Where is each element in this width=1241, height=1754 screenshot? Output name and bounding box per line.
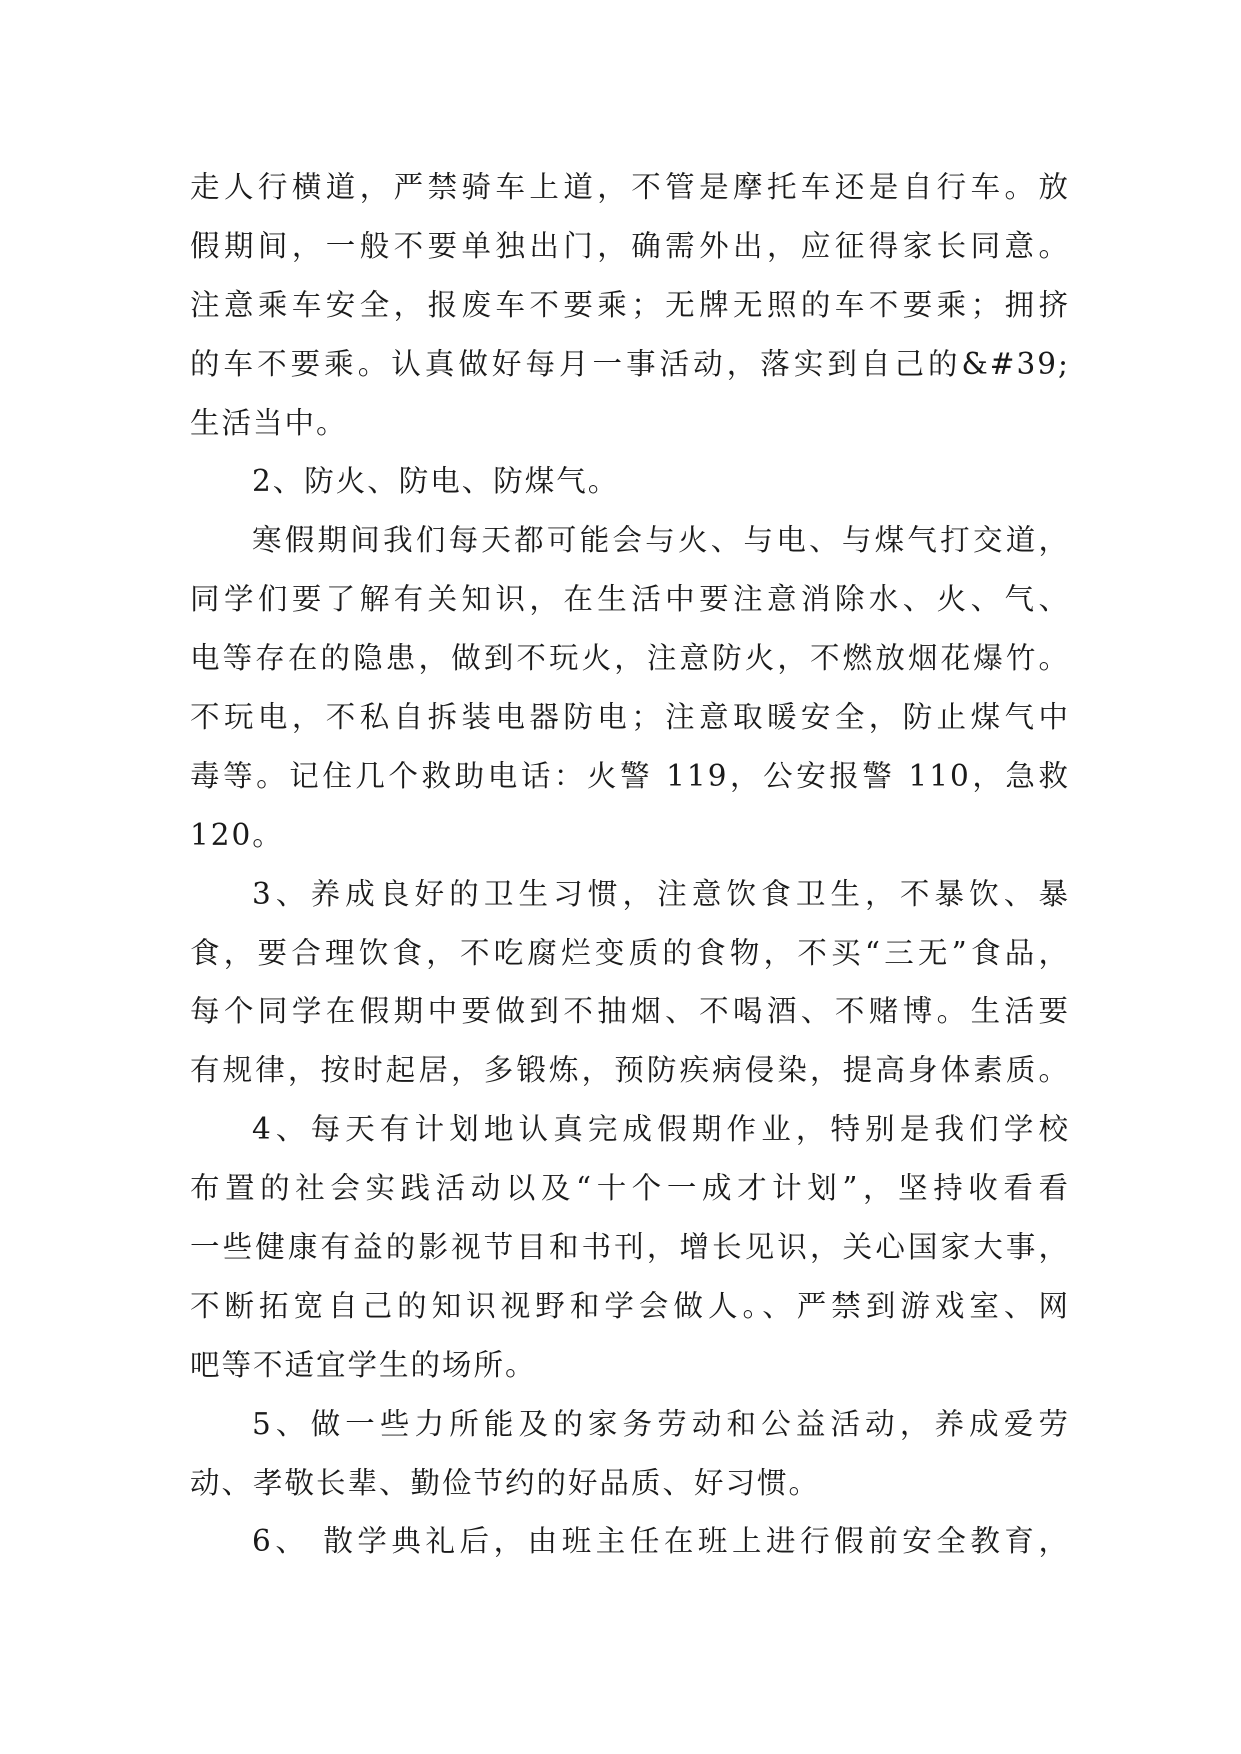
text-line: 走人行横道，严禁骑车上道，不管是摩托车还是自行车。放: [190, 170, 1070, 204]
text-line: 一些健康有益的影视节目和书刊，增长见识，关心国家大事，: [190, 1230, 1070, 1265]
document-body: [190, 158, 1070, 1571]
text-line: 3、养成良好的卫生习惯，注意饮食卫生，不暴饮、暴: [252, 876, 1070, 911]
text-line: 不玩电，不私自拆装电器防电；注意取暖安全，防止煤气中: [190, 700, 1070, 735]
text-line: 4、每天有计划地认真完成假期作业，特别是我们学校: [252, 1112, 1070, 1147]
section-heading: 2、防火、防电、防煤气。: [252, 464, 620, 499]
text-line: 食，要合理饮食，不吃腐烂变质的食物，不买“三无”食品，: [190, 935, 1070, 970]
text-line: 电等存在的隐患，做到不玩火，注意防火，不燃放烟花爆竹。: [190, 641, 1070, 676]
text-line: 120。: [190, 817, 284, 852]
text-line: 生活当中。: [190, 405, 348, 440]
text-line: 毒等。记住几个救助电话：火警 119，公安报警 110，急救: [190, 758, 1070, 793]
text-line: 吧等不适宜学生的场所。: [190, 1347, 537, 1382]
text-line: 寒假期间我们每天都可能会与火、与电、与煤气打交道，: [252, 523, 1070, 558]
text-line: 有规律，按时起居，多锻炼，预防疾病侵染，提高身体素质。: [190, 1053, 1070, 1088]
text-line: 假期间，一般不要单独出门，确需外出，应征得家长同意。: [190, 228, 1070, 263]
text-line: 的车不要乘。认真做好每月一事活动，落实到自己的&#39;: [190, 346, 1070, 381]
text-line: 每个同学在假期中要做到不抽烟、不喝酒、不赌博。生活要: [190, 994, 1070, 1029]
text-line: 布置的社会实践活动以及“十个一成才计划”，坚持收看看: [190, 1171, 1070, 1206]
text-line: 动、孝敬长辈、勤俭节约的好品质、好习惯。: [190, 1465, 821, 1500]
text-line: 同学们要了解有关知识，在生活中要注意消除水、火、气、: [190, 582, 1070, 617]
text-line: 5、做一些力所能及的家务劳动和公益活动，养成爱劳: [252, 1406, 1070, 1441]
text-line: 注意乘车安全，报废车不要乘；无牌无照的车不要乘；拥挤: [190, 287, 1070, 322]
text-line: 6、 散学典礼后，由班主任在班上进行假前安全教育，: [252, 1524, 1070, 1559]
text-line: 不断拓宽自己的知识视野和学会做人。、严禁到游戏室、网: [190, 1288, 1070, 1323]
